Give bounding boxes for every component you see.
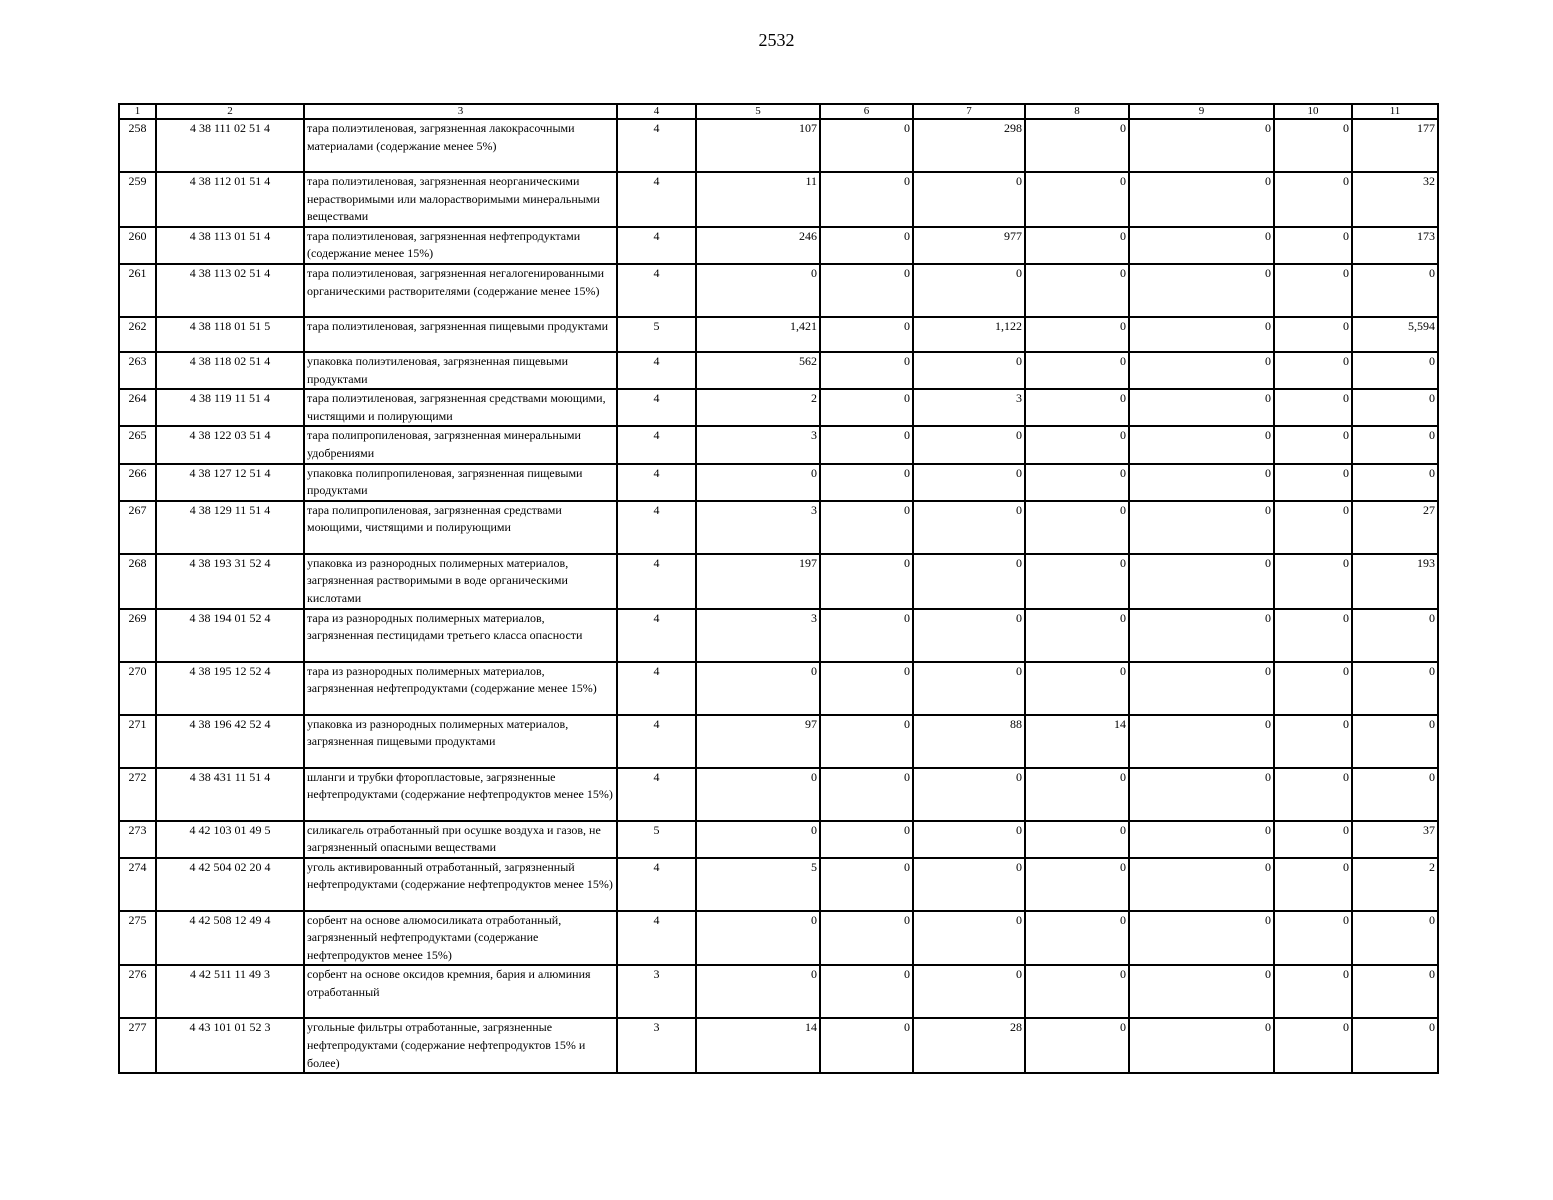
value-col-10: 0: [1274, 662, 1352, 715]
value-col-11: 0: [1352, 352, 1438, 389]
value-col-10: 0: [1274, 554, 1352, 609]
value-col-9: 0: [1129, 227, 1274, 264]
column-header-1: 1: [119, 104, 156, 119]
page-number: 2532: [758, 30, 795, 50]
value-col-11: 0: [1352, 715, 1438, 768]
value-col-10: 0: [1274, 965, 1352, 1018]
value-col-5: 3: [696, 609, 820, 662]
value-col-10: 0: [1274, 264, 1352, 317]
value-col-10: 0: [1274, 389, 1352, 426]
value-col-11: 5,594: [1352, 317, 1438, 352]
value-col-9: 0: [1129, 464, 1274, 501]
waste-code: 4 38 119 11 51 4: [156, 389, 304, 426]
value-col-10: 0: [1274, 609, 1352, 662]
waste-code: 4 38 118 01 51 5: [156, 317, 304, 352]
value-col-11: 177: [1352, 119, 1438, 172]
hazard-class: 3: [617, 965, 696, 1018]
value-col-6: 0: [820, 501, 913, 554]
waste-code: 4 38 122 03 51 4: [156, 426, 304, 463]
value-col-6: 0: [820, 172, 913, 227]
waste-code: 4 42 511 11 49 3: [156, 965, 304, 1018]
value-col-10: 0: [1274, 119, 1352, 172]
waste-code: 4 38 113 02 51 4: [156, 264, 304, 317]
value-col-7: 0: [913, 554, 1025, 609]
value-col-7: 0: [913, 352, 1025, 389]
column-header-3: 3: [304, 104, 617, 119]
value-col-11: 193: [1352, 554, 1438, 609]
column-header-6: 6: [820, 104, 913, 119]
value-col-6: 0: [820, 264, 913, 317]
value-col-11: 32: [1352, 172, 1438, 227]
value-col-7: 88: [913, 715, 1025, 768]
value-col-5: 197: [696, 554, 820, 609]
waste-code: 4 42 103 01 49 5: [156, 821, 304, 858]
waste-name: тара полиэтиленовая, загрязненная неорганическими нерастворимыми или малорастворимыми минеральными веществами: [304, 172, 617, 227]
value-col-8: 0: [1025, 965, 1129, 1018]
column-header-11: 11: [1352, 104, 1438, 119]
value-col-6: 0: [820, 554, 913, 609]
value-col-9: 0: [1129, 317, 1274, 352]
value-col-7: 0: [913, 858, 1025, 911]
value-col-6: 0: [820, 227, 913, 264]
column-header-8: 8: [1025, 104, 1129, 119]
row-number: 259: [119, 172, 156, 227]
table-row: [119, 389, 1438, 426]
hazard-class: 4: [617, 389, 696, 426]
value-col-10: 0: [1274, 1018, 1352, 1073]
value-col-8: 0: [1025, 821, 1129, 858]
waste-name: сорбент на основе алюмосиликата отработанный, загрязненный нефтепродуктами (содержание нефтепродуктов менее 15%): [304, 911, 617, 966]
value-col-5: 0: [696, 662, 820, 715]
table-row: [119, 715, 1438, 768]
table-row: [119, 1018, 1438, 1073]
waste-name: тара из разнородных полимерных материалов, загрязненная нефтепродуктами (содержание менее 15%): [304, 662, 617, 715]
value-col-8: 0: [1025, 501, 1129, 554]
value-col-8: 0: [1025, 172, 1129, 227]
value-col-8: 0: [1025, 662, 1129, 715]
column-header-9: 9: [1129, 104, 1274, 119]
value-col-7: 0: [913, 821, 1025, 858]
value-col-11: 0: [1352, 662, 1438, 715]
value-col-10: 0: [1274, 227, 1352, 264]
table-row: [119, 352, 1438, 389]
hazard-class: 4: [617, 554, 696, 609]
value-col-10: 0: [1274, 426, 1352, 463]
row-number: 262: [119, 317, 156, 352]
value-col-11: 0: [1352, 609, 1438, 662]
hazard-class: 4: [617, 464, 696, 501]
value-col-7: 0: [913, 609, 1025, 662]
value-col-10: 0: [1274, 821, 1352, 858]
row-number: 271: [119, 715, 156, 768]
hazard-class: 4: [617, 911, 696, 966]
value-col-6: 0: [820, 426, 913, 463]
value-col-5: 3: [696, 501, 820, 554]
value-col-10: 0: [1274, 858, 1352, 911]
value-col-7: 28: [913, 1018, 1025, 1073]
value-col-6: 0: [820, 119, 913, 172]
table-row: [119, 119, 1438, 172]
value-col-6: 0: [820, 715, 913, 768]
waste-name: упаковка полиэтиленовая, загрязненная пищевыми продуктами: [304, 352, 617, 389]
value-col-10: 0: [1274, 352, 1352, 389]
waste-name: тара полиэтиленовая, загрязненная нефтепродуктами (содержание менее 15%): [304, 227, 617, 264]
waste-code: 4 38 196 42 52 4: [156, 715, 304, 768]
waste-code: 4 38 111 02 51 4: [156, 119, 304, 172]
value-col-10: 0: [1274, 464, 1352, 501]
value-col-6: 0: [820, 317, 913, 352]
value-col-8: 0: [1025, 554, 1129, 609]
waste-name: тара из разнородных полимерных материалов, загрязненная пестицидами третьего класса опасности: [304, 609, 617, 662]
waste-name: упаковка из разнородных полимерных материалов, загрязненная пищевыми продуктами: [304, 715, 617, 768]
row-number: 268: [119, 554, 156, 609]
value-col-6: 0: [820, 911, 913, 966]
value-col-7: 0: [913, 464, 1025, 501]
value-col-7: 0: [913, 965, 1025, 1018]
table-row: [119, 172, 1438, 227]
value-col-5: 0: [696, 911, 820, 966]
waste-code: 4 38 195 12 52 4: [156, 662, 304, 715]
value-col-5: 0: [696, 464, 820, 501]
table-row: [119, 464, 1438, 501]
row-number: 273: [119, 821, 156, 858]
hazard-class: 4: [617, 352, 696, 389]
value-col-11: 0: [1352, 911, 1438, 966]
waste-code: 4 42 508 12 49 4: [156, 911, 304, 966]
row-number: 276: [119, 965, 156, 1018]
value-col-6: 0: [820, 858, 913, 911]
waste-code: 4 38 194 01 52 4: [156, 609, 304, 662]
value-col-9: 0: [1129, 715, 1274, 768]
value-col-6: 0: [820, 389, 913, 426]
value-col-6: 0: [820, 821, 913, 858]
waste-code: 4 38 118 02 51 4: [156, 352, 304, 389]
hazard-class: 4: [617, 119, 696, 172]
row-number: 270: [119, 662, 156, 715]
value-col-11: 0: [1352, 264, 1438, 317]
table-row: [119, 858, 1438, 911]
waste-code: 4 38 129 11 51 4: [156, 501, 304, 554]
value-col-8: 0: [1025, 609, 1129, 662]
waste-name: сорбент на основе оксидов кремния, бария и алюминия отработанный: [304, 965, 617, 1018]
waste-table: [118, 103, 1439, 1074]
waste-name: тара полипропиленовая, загрязненная средствами моющими, чистящими и полирующими: [304, 501, 617, 554]
value-col-8: 0: [1025, 352, 1129, 389]
value-col-9: 0: [1129, 1018, 1274, 1073]
value-col-6: 0: [820, 662, 913, 715]
hazard-class: 4: [617, 501, 696, 554]
value-col-5: 3: [696, 426, 820, 463]
value-col-10: 0: [1274, 501, 1352, 554]
hazard-class: 4: [617, 768, 696, 821]
value-col-5: 0: [696, 965, 820, 1018]
value-col-7: 0: [913, 501, 1025, 554]
value-col-11: 0: [1352, 389, 1438, 426]
table-row: [119, 768, 1438, 821]
waste-code: 4 38 193 31 52 4: [156, 554, 304, 609]
waste-name: шланги и трубки фторопластовые, загрязненные нефтепродуктами (содержание нефтепродуктов менее 15%): [304, 768, 617, 821]
value-col-6: 0: [820, 965, 913, 1018]
value-col-6: 0: [820, 464, 913, 501]
table-row: [119, 609, 1438, 662]
row-number: 269: [119, 609, 156, 662]
hazard-class: 3: [617, 1018, 696, 1073]
value-col-9: 0: [1129, 858, 1274, 911]
value-col-5: 246: [696, 227, 820, 264]
waste-name: тара полиэтиленовая, загрязненная негалогенированными органическими растворителями (содержание менее 15%): [304, 264, 617, 317]
row-number: 267: [119, 501, 156, 554]
waste-name: тара полиэтиленовая, загрязненная средствами моющими, чистящими и полирующими: [304, 389, 617, 426]
value-col-10: 0: [1274, 911, 1352, 966]
value-col-5: 11: [696, 172, 820, 227]
hazard-class: 4: [617, 426, 696, 463]
value-col-5: 0: [696, 821, 820, 858]
value-col-10: 0: [1274, 172, 1352, 227]
value-col-8: 0: [1025, 426, 1129, 463]
waste-code: 4 43 101 01 52 3: [156, 1018, 304, 1073]
row-number: 277: [119, 1018, 156, 1073]
value-col-6: 0: [820, 768, 913, 821]
hazard-class: 5: [617, 821, 696, 858]
row-number: 261: [119, 264, 156, 317]
value-col-8: 14: [1025, 715, 1129, 768]
hazard-class: 5: [617, 317, 696, 352]
value-col-9: 0: [1129, 662, 1274, 715]
waste-code: 4 38 113 01 51 4: [156, 227, 304, 264]
value-col-6: 0: [820, 1018, 913, 1073]
value-col-9: 0: [1129, 911, 1274, 966]
value-col-6: 0: [820, 609, 913, 662]
value-col-5: 0: [696, 768, 820, 821]
waste-name: силикагель отработанный при осушке воздуха и газов, не загрязненный опасными веществами: [304, 821, 617, 858]
hazard-class: 4: [617, 662, 696, 715]
value-col-11: 0: [1352, 1018, 1438, 1073]
table-row: [119, 821, 1438, 858]
table-row: [119, 554, 1438, 609]
value-col-7: 0: [913, 911, 1025, 966]
column-header-10: 10: [1274, 104, 1352, 119]
value-col-8: 0: [1025, 911, 1129, 966]
value-col-7: 0: [913, 264, 1025, 317]
waste-name: уголь активированный отработанный, загрязненный нефтепродуктами (содержание нефтепродуктов менее 15%): [304, 858, 617, 911]
table-body: [119, 119, 1438, 1073]
waste-code: 4 42 504 02 20 4: [156, 858, 304, 911]
value-col-11: 2: [1352, 858, 1438, 911]
value-col-7: 0: [913, 172, 1025, 227]
hazard-class: 4: [617, 858, 696, 911]
value-col-9: 0: [1129, 264, 1274, 317]
value-col-9: 0: [1129, 426, 1274, 463]
value-col-7: 3: [913, 389, 1025, 426]
value-col-8: 0: [1025, 317, 1129, 352]
value-col-9: 0: [1129, 554, 1274, 609]
row-number: 266: [119, 464, 156, 501]
value-col-11: 37: [1352, 821, 1438, 858]
hazard-class: 4: [617, 227, 696, 264]
table-row: [119, 426, 1438, 463]
value-col-10: 0: [1274, 715, 1352, 768]
value-col-5: 5: [696, 858, 820, 911]
value-col-5: 97: [696, 715, 820, 768]
waste-code: 4 38 431 11 51 4: [156, 768, 304, 821]
value-col-11: 0: [1352, 426, 1438, 463]
waste-name: угольные фильтры отработанные, загрязненные нефтепродуктами (содержание нефтепродуктов 15% и более): [304, 1018, 617, 1073]
row-number: 272: [119, 768, 156, 821]
value-col-8: 0: [1025, 858, 1129, 911]
hazard-class: 4: [617, 172, 696, 227]
row-number: 258: [119, 119, 156, 172]
header-row: [119, 104, 1438, 119]
waste-name: упаковка полипропиленовая, загрязненная пищевыми продуктами: [304, 464, 617, 501]
table-row: [119, 965, 1438, 1018]
row-number: 264: [119, 389, 156, 426]
value-col-11: 173: [1352, 227, 1438, 264]
value-col-10: 0: [1274, 317, 1352, 352]
table-row: [119, 911, 1438, 966]
waste-name: тара полипропиленовая, загрязненная минеральными удобрениями: [304, 426, 617, 463]
value-col-7: 1,122: [913, 317, 1025, 352]
value-col-7: 0: [913, 768, 1025, 821]
value-col-5: 2: [696, 389, 820, 426]
value-col-9: 0: [1129, 172, 1274, 227]
value-col-10: 0: [1274, 768, 1352, 821]
row-number: 265: [119, 426, 156, 463]
value-col-5: 0: [696, 264, 820, 317]
table-row: [119, 501, 1438, 554]
column-header-5: 5: [696, 104, 820, 119]
table-row: [119, 317, 1438, 352]
waste-name: упаковка из разнородных полимерных материалов, загрязненная растворимыми в воде органическими кислотами: [304, 554, 617, 609]
value-col-9: 0: [1129, 768, 1274, 821]
value-col-9: 0: [1129, 119, 1274, 172]
value-col-11: 0: [1352, 768, 1438, 821]
value-col-8: 0: [1025, 389, 1129, 426]
value-col-8: 0: [1025, 464, 1129, 501]
row-number: 274: [119, 858, 156, 911]
hazard-class: 4: [617, 264, 696, 317]
hazard-class: 4: [617, 609, 696, 662]
value-col-11: 0: [1352, 464, 1438, 501]
waste-name: тара полиэтиленовая, загрязненная лакокрасочными материалами (содержание менее 5%): [304, 119, 617, 172]
table-row: [119, 662, 1438, 715]
value-col-8: 0: [1025, 1018, 1129, 1073]
value-col-8: 0: [1025, 768, 1129, 821]
value-col-9: 0: [1129, 352, 1274, 389]
value-col-8: 0: [1025, 227, 1129, 264]
value-col-7: 0: [913, 426, 1025, 463]
waste-code: 4 38 127 12 51 4: [156, 464, 304, 501]
value-col-9: 0: [1129, 965, 1274, 1018]
column-header-7: 7: [913, 104, 1025, 119]
table-row: [119, 264, 1438, 317]
value-col-9: 0: [1129, 609, 1274, 662]
table-row: [119, 227, 1438, 264]
value-col-11: 0: [1352, 965, 1438, 1018]
value-col-9: 0: [1129, 501, 1274, 554]
row-number: 263: [119, 352, 156, 389]
value-col-8: 0: [1025, 119, 1129, 172]
value-col-5: 107: [696, 119, 820, 172]
column-header-2: 2: [156, 104, 304, 119]
hazard-class: 4: [617, 715, 696, 768]
column-header-4: 4: [617, 104, 696, 119]
value-col-5: 562: [696, 352, 820, 389]
value-col-11: 27: [1352, 501, 1438, 554]
value-col-6: 0: [820, 352, 913, 389]
value-col-7: 977: [913, 227, 1025, 264]
value-col-9: 0: [1129, 821, 1274, 858]
waste-code: 4 38 112 01 51 4: [156, 172, 304, 227]
value-col-7: 298: [913, 119, 1025, 172]
row-number: 260: [119, 227, 156, 264]
value-col-5: 1,421: [696, 317, 820, 352]
row-number: 275: [119, 911, 156, 966]
waste-name: тара полиэтиленовая, загрязненная пищевыми продуктами: [304, 317, 617, 352]
value-col-7: 0: [913, 662, 1025, 715]
value-col-8: 0: [1025, 264, 1129, 317]
value-col-9: 0: [1129, 389, 1274, 426]
value-col-5: 14: [696, 1018, 820, 1073]
